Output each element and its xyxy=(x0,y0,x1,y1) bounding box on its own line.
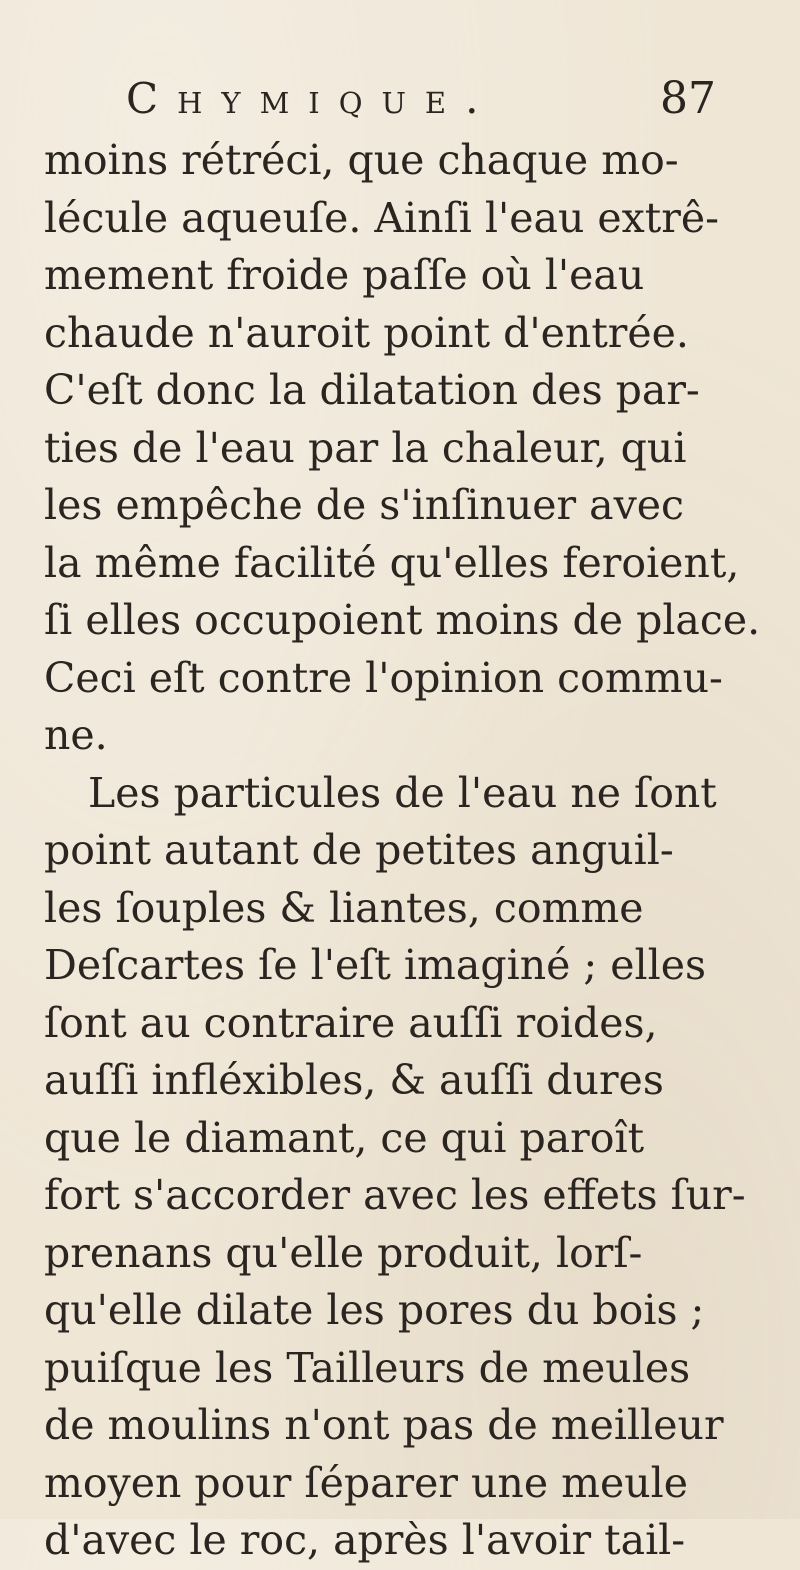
text-line: les empêche de s'inſinuer avec xyxy=(44,481,684,529)
text-line: les ſouples & liantes, comme xyxy=(44,883,644,932)
running-title: Chymique. xyxy=(126,74,498,123)
text-line: que le diamant, ce qui paroît xyxy=(44,1113,645,1162)
text-line: point autant de petites anguil- xyxy=(44,826,674,874)
text-line: ſont au contraire auſſi roides, xyxy=(44,998,658,1047)
page-header xyxy=(0,0,800,124)
text-line: d'avec le roc, après l'avoir tail- xyxy=(44,1516,686,1564)
text-line: de moulins n'ont pas de meilleur xyxy=(44,1401,724,1449)
text-line: puiſque les Tailleurs de meules xyxy=(44,1343,691,1392)
text-line: ſi elles occupoient moins de place. xyxy=(44,596,761,644)
text-line: prenans qu'elle produit, lorſ- xyxy=(44,1228,643,1277)
text-line: moins rétréci, que chaque mo- xyxy=(44,136,679,184)
text-line: auſſi infléxibles, & auſſi dures xyxy=(44,1056,664,1104)
text-line: ne. xyxy=(44,711,108,759)
text-line: lécule aqueuſe. Ainſi l'eau extrê- xyxy=(44,193,719,242)
text-line: moyen pour ſéparer une meule xyxy=(44,1458,689,1507)
text-line: mement froide paſſe où l'eau xyxy=(44,251,645,299)
text-line: chaude n'auroit point d'entrée. xyxy=(44,308,689,357)
text-line: C'eſt donc la dilatation des par- xyxy=(44,366,700,414)
text-line: qu'elle dilate les pores du bois ; xyxy=(44,1286,705,1334)
text-line: Ceci eſt contre l'opinion commu- xyxy=(44,653,723,702)
text-line: fort s'accorder avec les effets ſur- xyxy=(44,1171,746,1219)
page-number: 87 xyxy=(660,73,716,124)
text-line: Les particules de l'eau ne ſont xyxy=(88,768,717,817)
text-line: ties de l'eau par la chaleur, qui xyxy=(44,423,687,472)
text-line: la même facilité qu'elles feroient, xyxy=(44,538,740,587)
body-text xyxy=(44,132,774,1570)
text-line: Deſcartes ſe l'eſt imaginé ; elles xyxy=(44,941,707,989)
